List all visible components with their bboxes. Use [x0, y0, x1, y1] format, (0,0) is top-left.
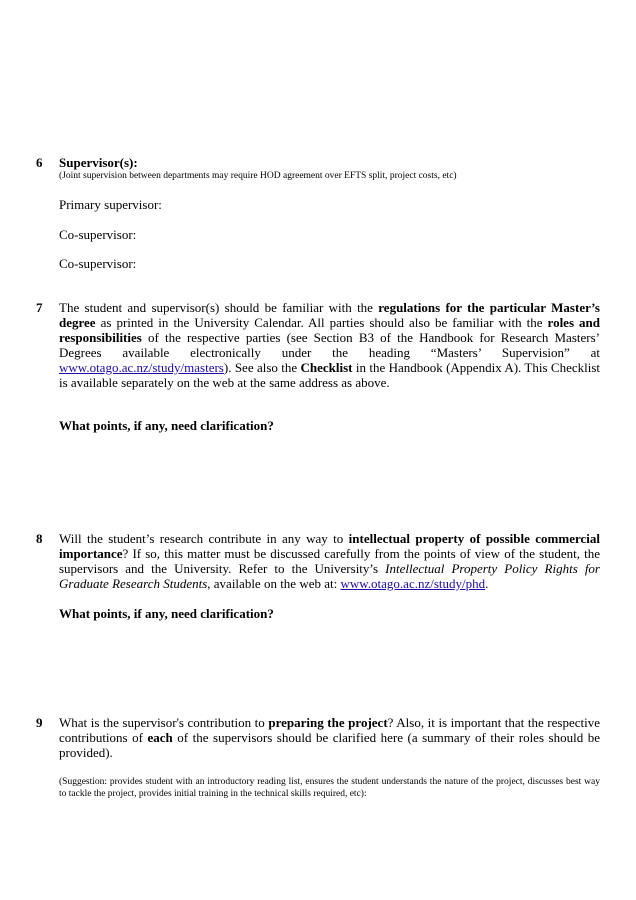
- section-number: 7: [36, 300, 43, 315]
- section-note: (Joint supervision between departments may require HOD agreement over EFTS split, project costs, etc): [59, 171, 457, 181]
- clarification-question-8: What points, if any, need clarification?: [59, 606, 274, 621]
- phd-link[interactable]: www.otago.ac.nz/study/phd: [340, 576, 486, 591]
- section-heading: Supervisor(s):: [59, 155, 138, 170]
- section-number: 9: [36, 715, 43, 730]
- section-7: [36, 300, 600, 390]
- masters-link[interactable]: www.otago.ac.nz/study/masters: [59, 360, 224, 375]
- section-number: 6: [36, 155, 43, 170]
- section-8: [36, 531, 600, 591]
- primary-supervisor-label: Primary supervisor:: [59, 197, 162, 212]
- section-9: [36, 715, 600, 800]
- co-supervisor-label-2: Co-supervisor:: [59, 256, 137, 271]
- clarification-question-7: What points, if any, need clarification?: [59, 418, 274, 433]
- section-note: (Suggestion: provides student with an introductory reading list, ensures the student understands the nature of the project, discusses best way to tackle the project, provides initial training in the technical skills required, etc):: [59, 777, 600, 799]
- section-text: The student and supervisor(s) should be familiar with the regulations for the particular Master’s degree as printed in the University Calendar. All parties should also be familiar with the roles and responsibilities of the respective parties (see Section B3 of the Handbook for Research Masters’ Degrees available electronically under the heading “Masters’ Supervision” at www.otago.ac.nz/study/masters). See also the Checklist in the Handbook (Appendix A). This Checklist is available separately on the web at the same address as above.: [59, 300, 601, 390]
- co-supervisor-label-1: Co-supervisor:: [59, 227, 137, 242]
- section-number: 8: [36, 531, 43, 546]
- section-text: Will the student’s research contribute in any way to intellectual property of possible commercial importance? If so, this matter must be discussed carefully from the points of view of the student, the supervisors and the University. Refer to the University’s Intellectual Property Policy Rights for Graduate Research Students, available on the web at: www.otago.ac.nz/study/phd.: [59, 531, 600, 591]
- section-6: [36, 155, 600, 182]
- section-text: What is the supervisor's contribution to preparing the project? Also, it is important that the respective contributions of each of the supervisors should be clarified here (a summary of their roles should be provided).: [59, 715, 601, 760]
